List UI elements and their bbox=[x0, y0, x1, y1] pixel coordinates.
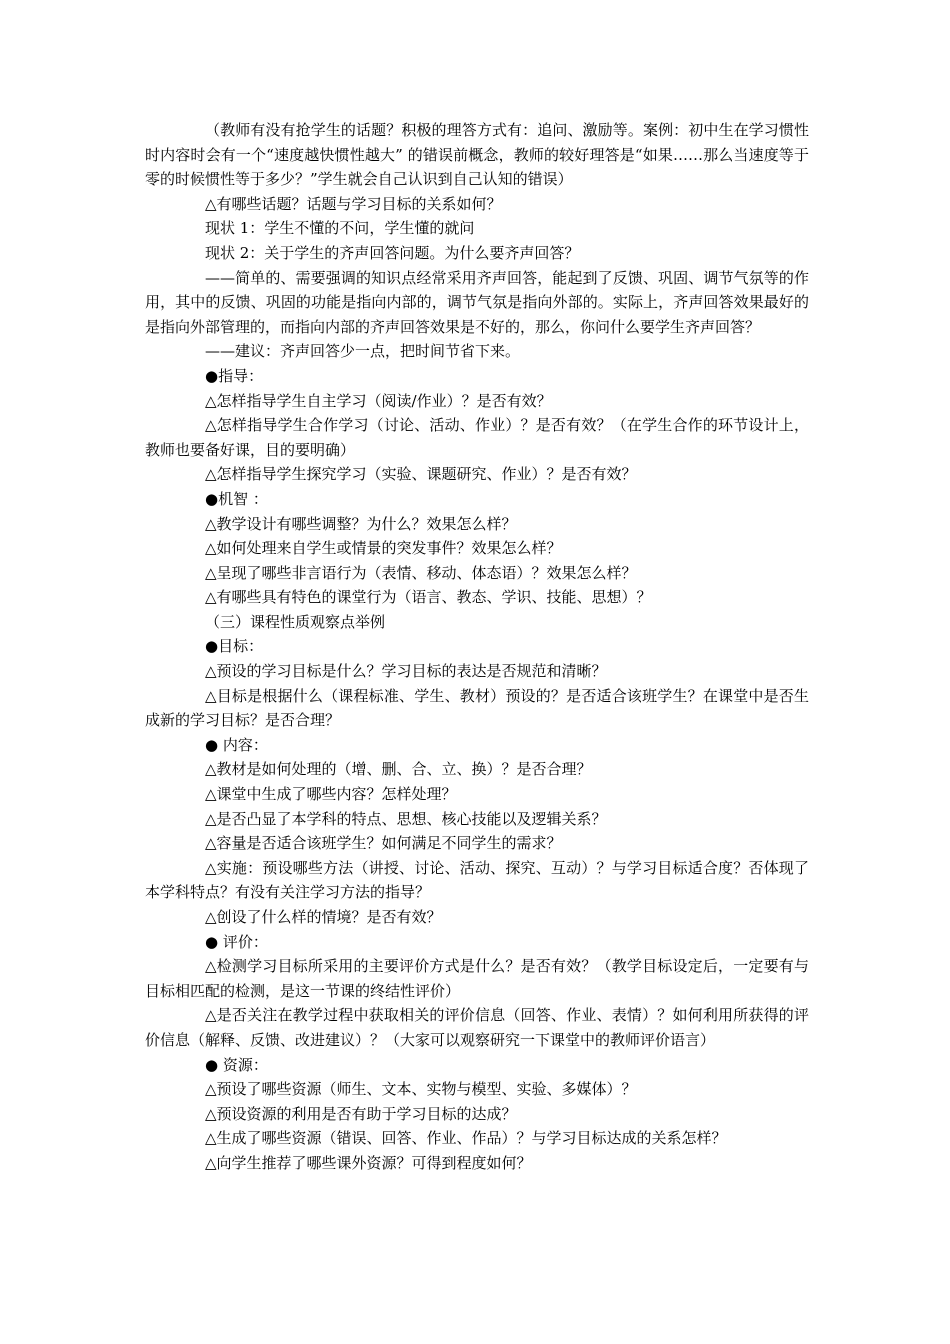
paragraph: ——建议：齐声回答少一点，把时间节省下来。 bbox=[205, 342, 521, 361]
paragraph: △生成了哪些资源（错误、回答、作业、作品）？与学习目标达成的关系怎样？ bbox=[205, 1129, 727, 1148]
paragraph: △呈现了哪些非言语行为（表情、移动、体态语）？效果怎么样？ bbox=[205, 563, 637, 582]
paragraph: △预设的学习目标是什么？学习目标的表达是否规范和清晰？ bbox=[205, 662, 607, 681]
paragraph: △教材是如何处理的（增、删、合、立、换）？是否合理？ bbox=[205, 760, 592, 779]
paragraph: （教师有没有抢学生的话题？积极的理答方式有：追问、激励等。案例：初中生在学习惯性时内容时会有一个“速度越快惯性越大” 的错误前概念，教师的较好理答是“如果……那么当速度等于零的时候惯性等于多少？”学生就会自己认识到自己认知的错误） bbox=[145, 121, 809, 189]
section-title: （三）课程性质观察点举例 bbox=[205, 612, 386, 631]
paragraph: △预设资源的利用是否有助于学习目标的达成？ bbox=[205, 1104, 517, 1123]
paragraph: △容量是否适合该班学生？如何满足不同学生的需求？ bbox=[205, 834, 562, 853]
paragraph: △怎样指导学生探究学习（实验、课题研究、作业）？是否有效？ bbox=[205, 465, 637, 484]
document-body bbox=[145, 118, 809, 1176]
section-heading: ●机智 ： bbox=[205, 489, 268, 508]
paragraph: ——简单的、需要强调的知识点经常采用齐声回答，能起到了反馈、巩固、调节气氛等的作用，其中的反馈、巩固的功能是指向内部的，调节气氛是指向外部的。实际上，齐声回答效果最好的是指向外部管理的，而指向内部的齐声回答效果是不好的，那么，你问什么要学生齐声回答？ bbox=[145, 268, 809, 336]
paragraph: △是否关注在教学过程中获取相关的评价信息（回答、作业、表情）？如何利用所获得的评价信息（解释、反馈、改进建议）？（大家可以观察研究一下课堂中的教师评价语言） bbox=[145, 1006, 809, 1049]
section-heading: ●目标： bbox=[205, 637, 264, 656]
paragraph: △有哪些具有特色的课堂行为（语言、教态、学识、技能、思想）？ bbox=[205, 588, 652, 607]
paragraph: △预设了哪些资源（师生、文本、实物与模型、实验、多媒体）？ bbox=[205, 1080, 637, 1099]
paragraph: △目标是根据什么（课程标准、学生、教材）预设的？是否适合该班学生？在课堂中是否生成新的学习目标？是否合理？ bbox=[145, 686, 809, 730]
section-heading: ● 资源： bbox=[205, 1055, 268, 1074]
section-heading: ● 内容： bbox=[205, 735, 268, 754]
section-heading: ●指导： bbox=[205, 366, 264, 385]
paragraph: △向学生推荐了哪些课外资源？可得到程度如何？ bbox=[205, 1153, 532, 1172]
paragraph: △如何处理来自学生或情景的突发事件？效果怎么样？ bbox=[205, 539, 562, 558]
paragraph: △是否凸显了本学科的特点、思想、核心技能以及逻辑关系？ bbox=[205, 809, 607, 828]
paragraph: △怎样指导学生自主学习（阅读/作业）？是否有效？ bbox=[205, 391, 552, 410]
paragraph: △课堂中生成了哪些内容？怎样处理？ bbox=[205, 785, 457, 804]
paragraph: △实施：预设哪些方法（讲授、讨论、活动、探究、互动）？与学习目标适合度？否体现了本学科特点？有没有关注学习方法的指导？ bbox=[145, 858, 809, 902]
paragraph: △检测学习目标所采用的主要评价方式是什么？是否有效？（教学目标设定后，一定要有与目标相匹配的检测，是这一节课的终结性评价） bbox=[145, 957, 809, 1000]
section-heading: ● 评价： bbox=[205, 932, 268, 951]
paragraph: △创设了什么样的情境？是否有效？ bbox=[205, 908, 442, 926]
paragraph: △怎样指导学生合作学习（讨论、活动、作业）？是否有效？（在学生合作的环节设计上，教师也要备好课，目的要明确） bbox=[145, 416, 809, 459]
paragraph: 现状 2：关于学生的齐声回答问题。为什么要齐声回答？ bbox=[205, 243, 580, 262]
paragraph: △有哪些话题？话题与学习目标的关系如何？ bbox=[205, 194, 502, 213]
paragraph: 现状 1：学生不懂的不问，学生懂的就问 bbox=[205, 219, 475, 238]
paragraph: △教学设计有哪些调整？为什么？效果怎么样？ bbox=[205, 514, 517, 533]
